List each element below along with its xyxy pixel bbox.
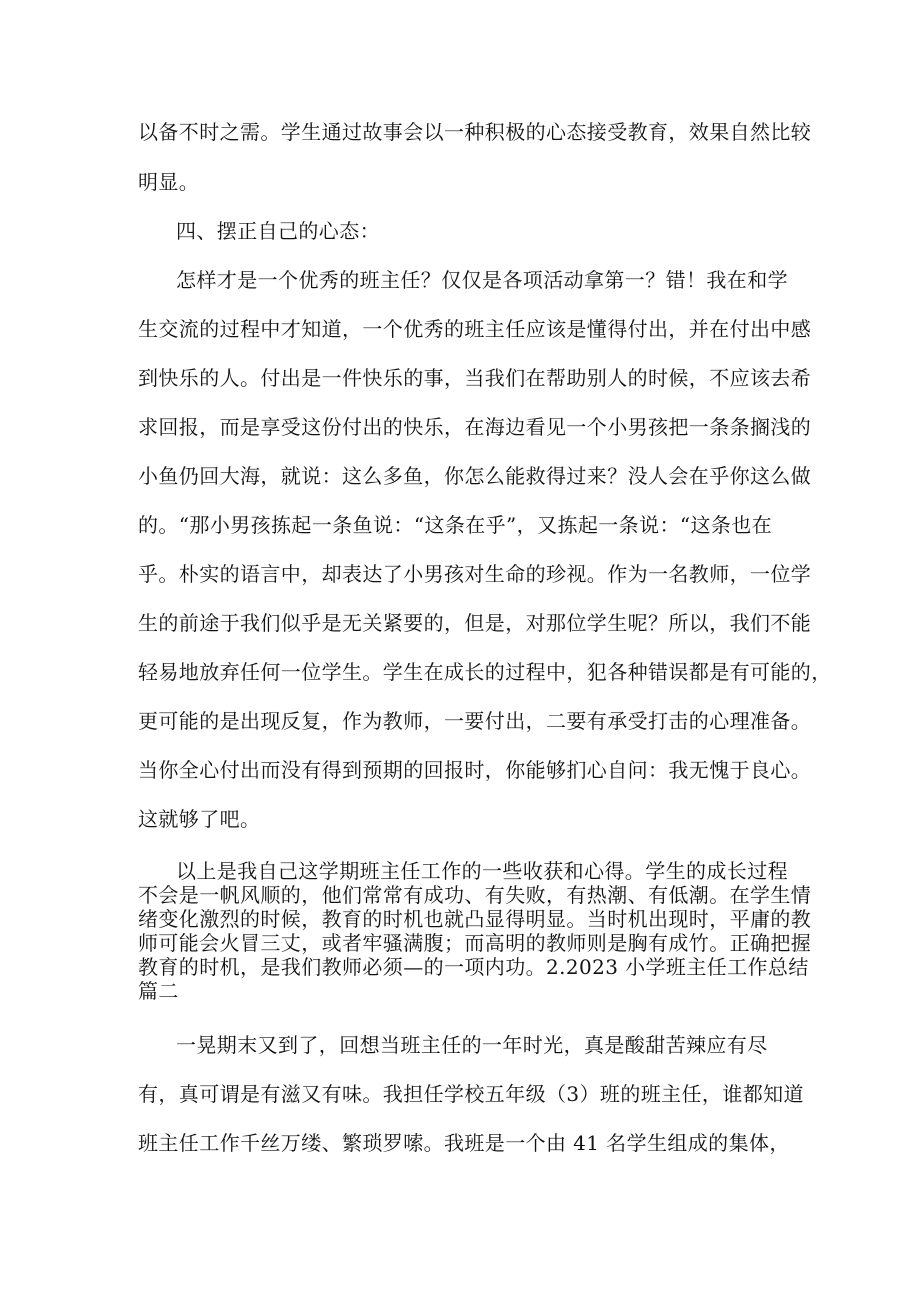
- section-heading: 四、摆正自己的心态：: [176, 219, 380, 243]
- paragraph-line: 到快乐的人。付出是一件快乐的事，当我们在帮助别人的时候，不应该去希: [138, 366, 812, 390]
- paragraph-line: 这就够了吧。: [138, 807, 261, 831]
- paragraph-line: 绪变化激烈的时候，教育的时机也就凸显得明显。当时机出现时，平庸的教: [138, 907, 812, 931]
- section-title: 篇二: [138, 979, 179, 1003]
- paragraph-line: 一晃期末又到了，回想当班主任的一年时光，真是酸甜苦辣应有尽: [176, 1033, 768, 1057]
- paragraph-line: 生的前途于我们似乎是无关紧要的，但是，对那位学生呢？所以，我们不能: [138, 611, 812, 635]
- paragraph-line: 怎样才是一个优秀的班主任？仅仅是各项活动拿第一？错！我在和学: [176, 268, 788, 292]
- paragraph-line: 当你全心付出而没有得到预期的回报时，你能够扪心自问：我无愧于良心。: [138, 758, 812, 782]
- paragraph-line: 的。“那小男孩拣起一条鱼说：“这条在乎”，又拣起一条说：“这条也在: [138, 513, 773, 537]
- paragraph-line: 小鱼仍回大海，就说：这么多鱼，你怎么能救得过来？没人会在乎你这么做: [138, 464, 812, 488]
- paragraph-line: 以上是我自己这学期班主任工作的一些收获和心得。学生的成长过程: [176, 859, 788, 883]
- paragraph-line: 明显。: [138, 170, 200, 194]
- summary-paragraph: [138, 859, 812, 1003]
- paragraph-line: 不会是一帆风顺的，他们常常有成功、有失败，有热潮、有低潮。在学生情: [138, 883, 812, 907]
- paragraph-line: 轻易地放弃任何一位学生。学生在成长的过程中，犯各种错误都是有可能的，: [138, 660, 832, 684]
- paragraph-line: 以备不时之需。学生通过故事会以一种积极的心态接受教育，效果自然比较: [138, 120, 812, 144]
- paragraph-line: 班主任工作千丝万缕、繁琐罗嗦。我班是一个由 41 名学生组成的集体，: [138, 1131, 790, 1155]
- paragraph-line: 求回报，而是享受这份付出的快乐，在海边看见一个小男孩把一条条搁浅的: [138, 415, 812, 439]
- paragraph-line: 有，真可谓是有滋又有味。我担任学校五年级（3）班的班主任，谁都知道: [138, 1082, 804, 1106]
- paragraph-line: 教育的时机，是我们教师必须—的一项内功。2.2023 小学班主任工作总结: [138, 955, 809, 979]
- paragraph-line: 更可能的是出现反复，作为教师，一要付出，二要有承受打击的心理准备。: [138, 709, 812, 733]
- paragraph-line: 乎。朴实的语言中，却表达了小男孩对生命的珍视。作为一名教师，一位学: [138, 562, 812, 586]
- paragraph-line: 师可能会火冒三丈，或者牢骚满腹；而高明的教师则是胸有成竹。正确把握: [138, 931, 812, 955]
- paragraph-line: 生交流的过程中才知道，一个优秀的班主任应该是懂得付出，并在付出中感: [138, 317, 812, 341]
